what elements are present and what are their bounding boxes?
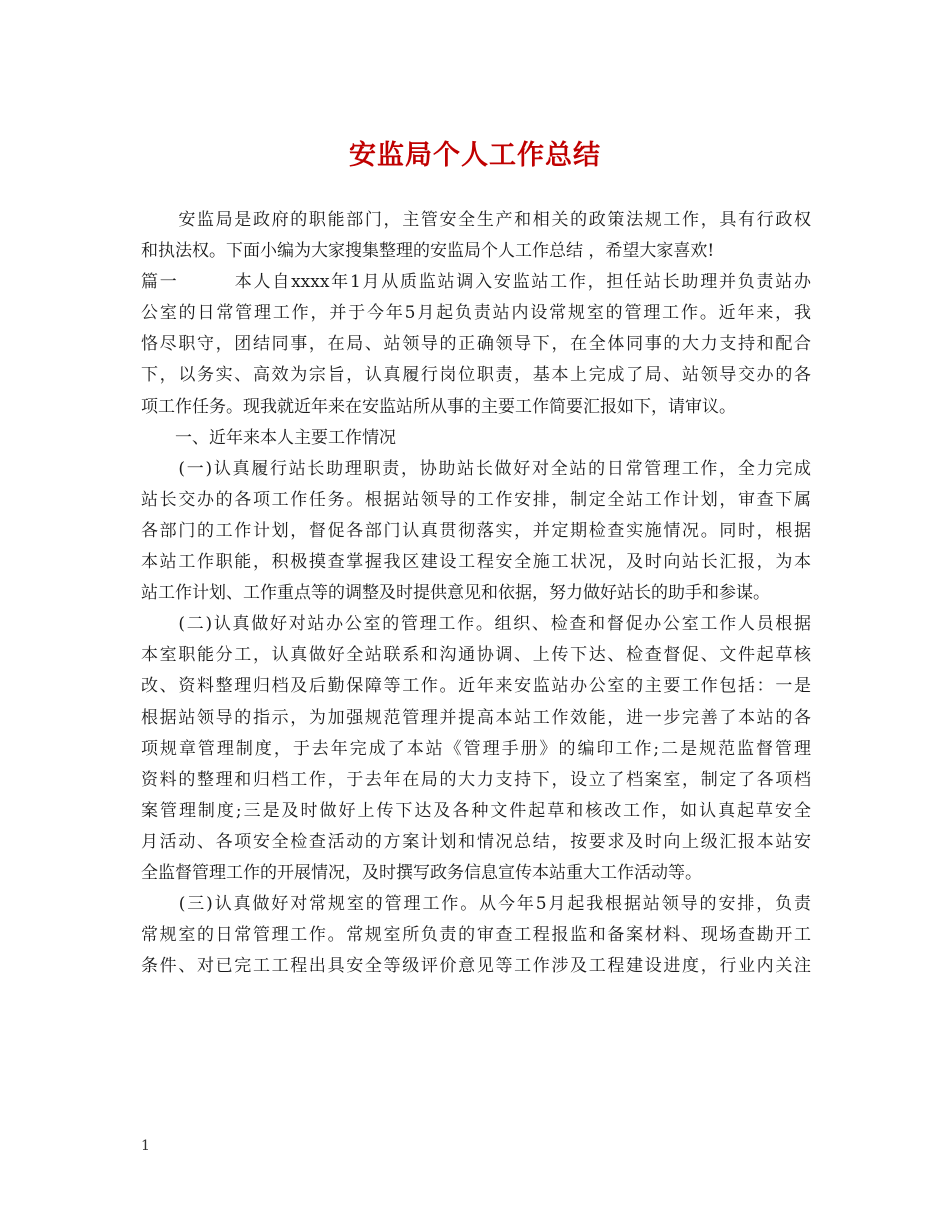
body-line: 项规章管理制度，于去年完成了本站《管理手册》的编印工作;二是规范监督管理 (141, 738, 811, 759)
body-line: 站长交办的各项工作任务。根据站领导的工作安排，制定全站工作计划，审查下属 (141, 489, 811, 510)
body-line: 本站工作职能，积极摸查掌握我区建设工程安全施工状况，及时向站长汇报，为本 (141, 552, 811, 573)
body-line: 项工作任务。现我就近年来在安监站所从事的主要工作简要汇报如下，请审议。 (141, 396, 736, 417)
body-line: 下，以务实、高效为宗旨，认真履行岗位职责，基本上完成了局、站领导交办的各 (141, 365, 811, 386)
body-line: (三)认真做好对常规室的管理工作。从今年5月起我根据站领导的安排，负责 (141, 894, 811, 915)
body-line: 案管理制度;三是及时做好上传下达及各种文件起草和核改工作，如认真起草安全 (141, 800, 811, 821)
body-line: 安监局是政府的职能部门，主管安全生产和相关的政策法规工作，具有行政权 (141, 210, 811, 230)
body-line: 恪尽职守，团结同事，在局、站领导的正确领导下，在全体同事的大力支持和配合 (141, 334, 811, 355)
body-line: 改、资料整理归档及后勤保障等工作。近年来安监站办公室的主要工作包括：一是 (141, 676, 811, 697)
body-line: 一、近年来本人主要工作情况 (141, 427, 396, 448)
body-line: (二)认真做好对站办公室的管理工作。组织、检查和督促办公室工作人员根据 (141, 614, 811, 635)
page-number: 1 (141, 1138, 150, 1154)
document-title: 安监局个人工作总结 (349, 140, 601, 171)
body-line: 根据站领导的指示，为加强规范管理并提高本站工作效能，进一步完善了本站的各 (141, 707, 811, 728)
body-line: 资料的整理和归档工作，于去年在局的大力支持下，设立了档案室，制定了各项档 (141, 769, 811, 790)
body-line: 各部门的工作计划，督促各部门认真贯彻落实，并定期检查实施情况。同时，根据 (141, 520, 811, 541)
body-line: 条件、对已完工工程出具安全等级评价意见等工作涉及工程建设进度，行业内关注 (141, 956, 811, 977)
body-line: 公室的日常管理工作，并于今年5月起负责站内设常规室的管理工作。近年来，我 (141, 303, 811, 324)
body-line: 月活动、各项安全检查活动的方案计划和情况总结，按要求及时向上级汇报本站安 (141, 831, 811, 852)
body-line: 全监督管理工作的开展情况，及时撰写政务信息宣传本站重大工作活动等。 (141, 862, 702, 883)
body-line: 篇一 本人自xxxx年1月从质监站调入安监站工作，担任站长助理并负责站办 (141, 272, 811, 293)
document-body (141, 205, 811, 982)
body-line: (一)认真履行站长助理职责，协助站长做好对全站的日常管理工作，全力完成 (141, 458, 811, 479)
body-line: 和执法权。下面小编为大家搜集整理的安监局个人工作总结 ，希望大家喜欢! (141, 241, 715, 262)
body-line: 站工作计划、工作重点等的调整及时提供意见和依据，努力做好站长的助手和参谋。 (141, 583, 770, 604)
body-line: 常规室的日常管理工作。常规室所负责的审查工程报监和备案材料、现场查勘开工 (141, 925, 811, 946)
body-line: 本室职能分工，认真做好全站联系和沟通协调、上传下达、检查督促、文件起草核 (141, 645, 811, 666)
